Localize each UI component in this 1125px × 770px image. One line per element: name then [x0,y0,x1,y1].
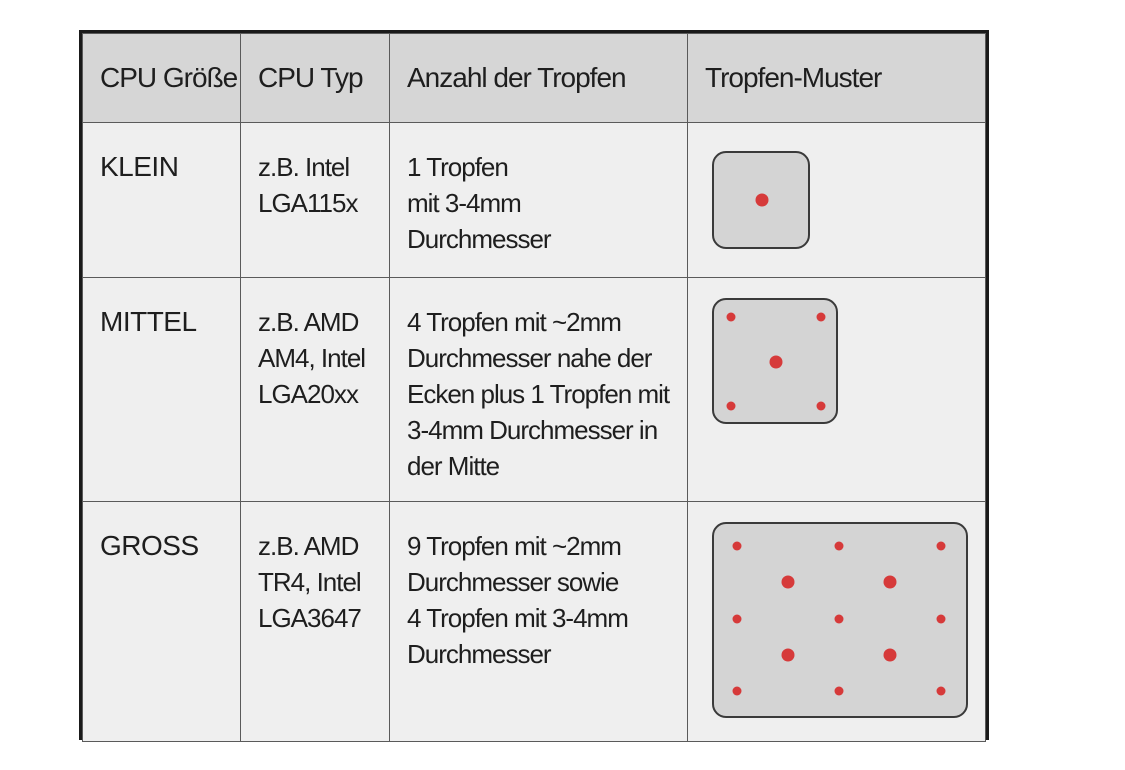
drop-small-dot [727,313,736,322]
drop-count-line: mit 3-4mm [407,188,521,218]
header-drop-count: Anzahl der Tropfen [390,34,688,123]
drop-count-line: der Mitte [407,451,500,481]
table-row-klein [83,123,986,278]
drop-pattern-cell [688,278,986,502]
cpu-type-line: LGA20xx [258,379,358,409]
drop-count-line: 4 Tropfen mit 3-4mm [407,603,628,633]
table-row-mittel [83,278,986,502]
drop-count-line: 4 Tropfen mit ~2mm [407,307,621,337]
drop-small-dot [727,402,736,411]
drop-small-dot [733,615,742,624]
cpu-type-line: z.B. AMD [258,307,359,337]
drop-small-dot [733,687,742,696]
drop-large-dot [884,649,897,662]
cpu-small-shape [712,151,810,249]
drop-count-cell [390,502,688,742]
header-cpu-type: CPU Typ [241,34,390,123]
header-cpu-size: CPU Größe [83,34,241,123]
drop-small-dot [937,542,946,551]
drop-large-dot [770,356,783,369]
thermal-paste-table [79,30,989,740]
cpu-type-line: AM4, Intel [258,343,366,373]
drop-count-line: Ecken plus 1 Tropfen mit [407,379,670,409]
drop-large-dot [782,649,795,662]
drop-small-dot [817,313,826,322]
cpu-size-cell: MITTEL [83,278,241,502]
cpu-size-cell: KLEIN [83,123,241,278]
drop-pattern-cell [688,123,986,278]
drop-count-line: Durchmesser sowie [407,567,619,597]
cpu-type-line: LGA115x [258,188,358,218]
cpu-type-cell [241,278,390,502]
drop-count-line: 3-4mm Durchmesser in [407,415,658,445]
cpu-type-line: TR4, Intel [258,567,361,597]
drop-count-cell [390,123,688,278]
table-row-gross [83,502,986,742]
drop-small-dot [835,542,844,551]
drop-large-dot [884,576,897,589]
drop-large-dot [756,194,769,207]
drop-count-line: 9 Tropfen mit ~2mm [407,531,621,561]
drop-small-dot [835,687,844,696]
drop-count-line: Durchmesser [407,639,551,669]
drop-count-line: Durchmesser [407,224,551,254]
header-drop-pattern: Tropfen-Muster [688,34,986,123]
cpu-type-cell [241,123,390,278]
cpu-type-line: z.B. Intel [258,152,350,182]
drop-small-dot [817,402,826,411]
drop-small-dot [937,687,946,696]
cpu-medium-shape [712,298,838,424]
cpu-large-shape [712,522,968,718]
drop-small-dot [733,542,742,551]
cpu-type-line: z.B. AMD [258,531,359,561]
drop-pattern-cell [688,502,986,742]
drop-count-line: 1 Tropfen [407,152,508,182]
cpu-type-line: LGA3647 [258,603,361,633]
drop-small-dot [937,615,946,624]
cpu-type-cell [241,502,390,742]
drop-large-dot [782,576,795,589]
cpu-size-cell: GROSS [83,502,241,742]
table-header-row [83,34,986,123]
drop-small-dot [835,615,844,624]
drop-count-cell [390,278,688,502]
drop-pattern-table [82,33,986,742]
drop-count-line: Durchmesser nahe der [407,343,652,373]
